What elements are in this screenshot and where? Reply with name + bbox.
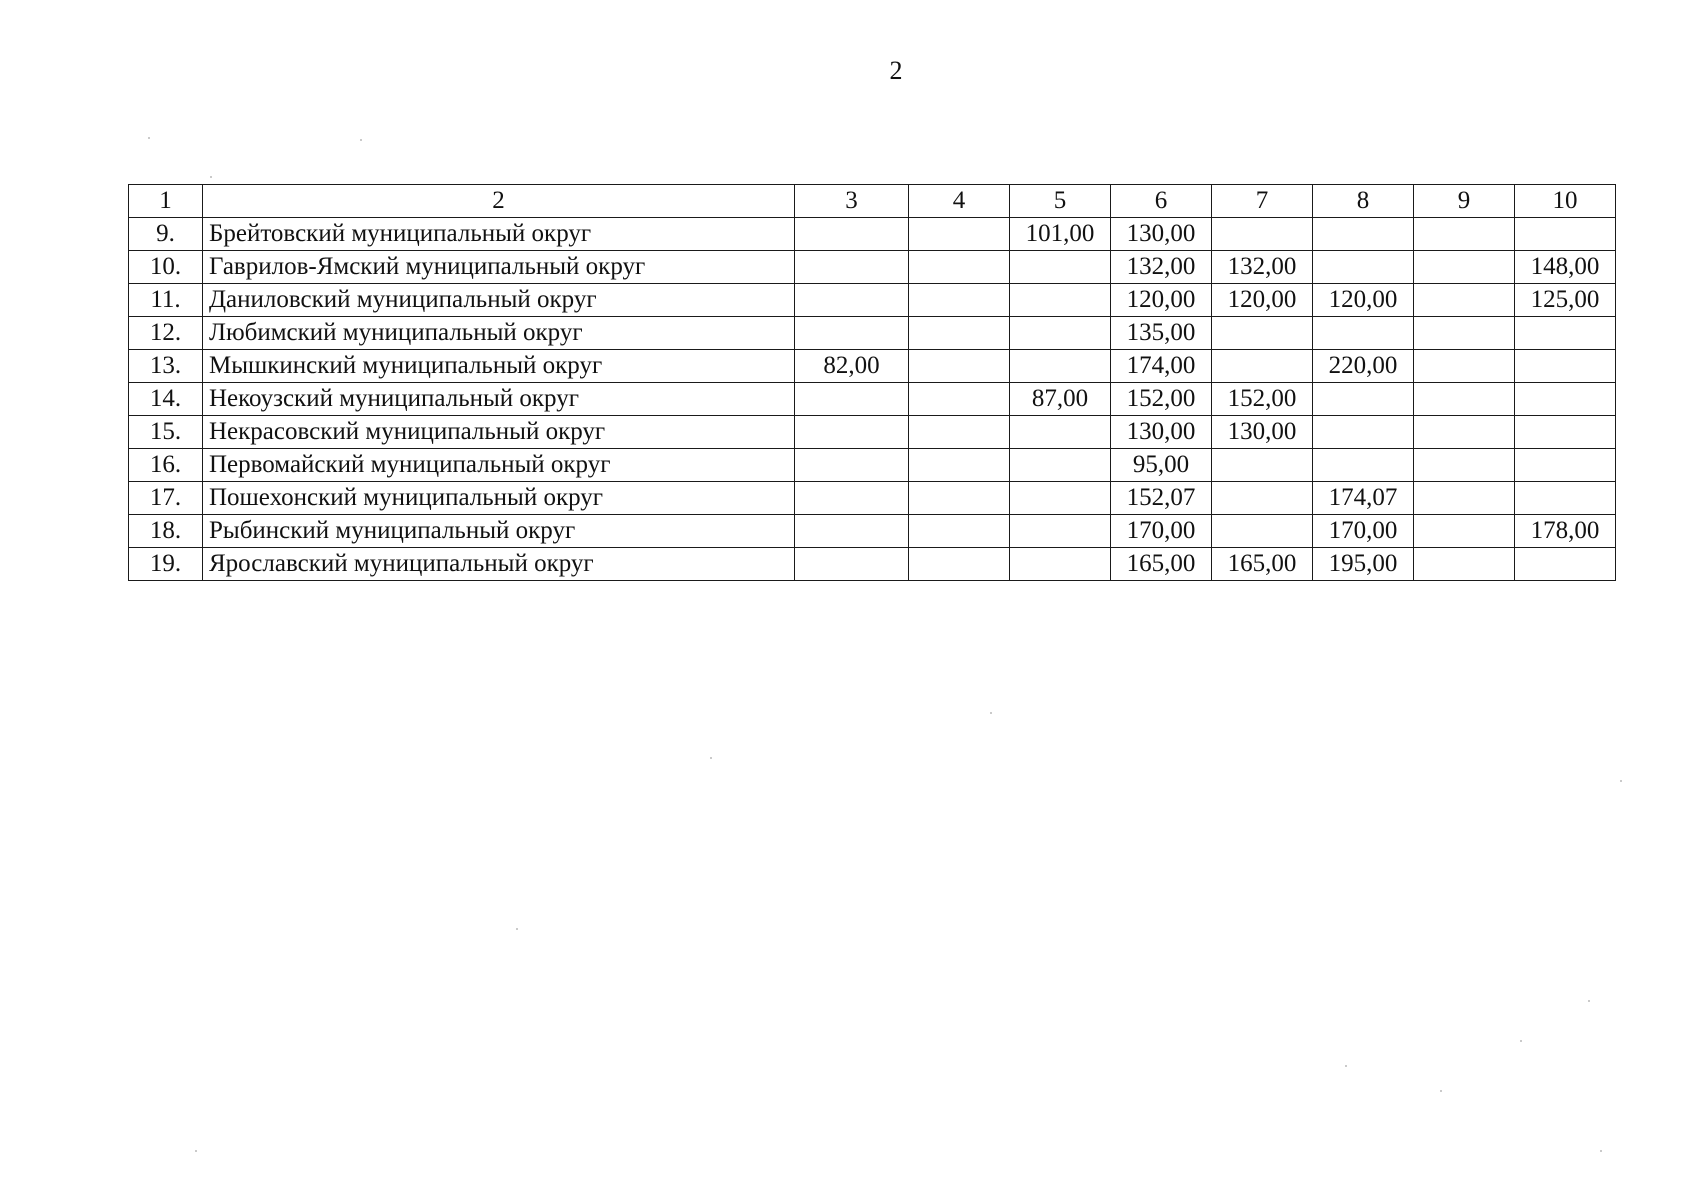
district-name-cell: Гаврилов-Ямский муниципальный округ bbox=[203, 251, 795, 284]
row-number-cell: 15. bbox=[129, 416, 203, 449]
value-cell-col-10: 178,00 bbox=[1515, 515, 1616, 548]
row-number-cell: 14. bbox=[129, 383, 203, 416]
value-cell-col-4 bbox=[909, 482, 1010, 515]
value-cell-col-8: 170,00 bbox=[1313, 515, 1414, 548]
table-row bbox=[129, 383, 1616, 416]
row-number-cell: 11. bbox=[129, 284, 203, 317]
scan-speck bbox=[990, 712, 992, 714]
scan-speck bbox=[516, 928, 518, 930]
value-cell-col-3: 82,00 bbox=[795, 350, 909, 383]
column-header-1: 1 bbox=[129, 185, 203, 218]
row-number-cell: 10. bbox=[129, 251, 203, 284]
scan-speck bbox=[360, 139, 362, 141]
value-cell-col-3 bbox=[795, 284, 909, 317]
scan-speck bbox=[1588, 1000, 1590, 1002]
table-row bbox=[129, 218, 1616, 251]
row-number-cell: 12. bbox=[129, 317, 203, 350]
value-cell-col-10 bbox=[1515, 548, 1616, 581]
value-cell-col-7: 120,00 bbox=[1212, 284, 1313, 317]
table-row bbox=[129, 251, 1616, 284]
value-cell-col-8: 174,07 bbox=[1313, 482, 1414, 515]
value-cell-col-8: 120,00 bbox=[1313, 284, 1414, 317]
scan-speck bbox=[148, 137, 150, 139]
page-number: 2 bbox=[889, 56, 903, 85]
value-cell-col-5 bbox=[1010, 284, 1111, 317]
value-cell-col-9 bbox=[1414, 515, 1515, 548]
value-cell-col-7 bbox=[1212, 218, 1313, 251]
value-cell-col-10: 125,00 bbox=[1515, 284, 1616, 317]
table-row bbox=[129, 350, 1616, 383]
value-cell-col-7: 165,00 bbox=[1212, 548, 1313, 581]
row-number-cell: 16. bbox=[129, 449, 203, 482]
value-cell-col-9 bbox=[1414, 548, 1515, 581]
value-cell-col-5 bbox=[1010, 482, 1111, 515]
column-header-9: 9 bbox=[1414, 185, 1515, 218]
value-cell-col-6: 165,00 bbox=[1111, 548, 1212, 581]
value-cell-col-4 bbox=[909, 416, 1010, 449]
value-cell-col-9 bbox=[1414, 218, 1515, 251]
value-cell-col-9 bbox=[1414, 482, 1515, 515]
value-cell-col-4 bbox=[909, 515, 1010, 548]
value-cell-col-4 bbox=[909, 383, 1010, 416]
scan-speck bbox=[1520, 1040, 1522, 1042]
value-cell-col-10 bbox=[1515, 218, 1616, 251]
value-cell-col-9 bbox=[1414, 317, 1515, 350]
column-header-3: 3 bbox=[795, 185, 909, 218]
value-cell-col-5 bbox=[1010, 449, 1111, 482]
value-cell-col-7 bbox=[1212, 449, 1313, 482]
district-name-cell: Некоузский муниципальный округ bbox=[203, 383, 795, 416]
scan-speck bbox=[210, 176, 212, 178]
value-cell-col-7: 152,00 bbox=[1212, 383, 1313, 416]
value-cell-col-8: 195,00 bbox=[1313, 548, 1414, 581]
scan-speck bbox=[1620, 780, 1622, 782]
value-cell-col-4 bbox=[909, 284, 1010, 317]
value-cell-col-8 bbox=[1313, 449, 1414, 482]
value-cell-col-9 bbox=[1414, 284, 1515, 317]
district-name-cell: Любимский муниципальный округ bbox=[203, 317, 795, 350]
value-cell-col-7 bbox=[1212, 317, 1313, 350]
value-cell-col-5 bbox=[1010, 416, 1111, 449]
value-cell-col-7: 130,00 bbox=[1212, 416, 1313, 449]
value-cell-col-5 bbox=[1010, 251, 1111, 284]
column-header-8: 8 bbox=[1313, 185, 1414, 218]
value-cell-col-9 bbox=[1414, 449, 1515, 482]
district-name-cell: Ярославский муниципальный округ bbox=[203, 548, 795, 581]
value-cell-col-10 bbox=[1515, 416, 1616, 449]
column-header-5: 5 bbox=[1010, 185, 1111, 218]
value-cell-col-8 bbox=[1313, 383, 1414, 416]
value-cell-col-3 bbox=[795, 449, 909, 482]
table-row bbox=[129, 449, 1616, 482]
district-name-cell: Мышкинский муниципальный округ bbox=[203, 350, 795, 383]
value-cell-col-9 bbox=[1414, 383, 1515, 416]
value-cell-col-6: 132,00 bbox=[1111, 251, 1212, 284]
data-table bbox=[128, 184, 1616, 581]
header-row bbox=[129, 185, 1616, 218]
value-cell-col-8 bbox=[1313, 251, 1414, 284]
value-cell-col-6: 130,00 bbox=[1111, 416, 1212, 449]
district-name-cell: Рыбинский муниципальный округ bbox=[203, 515, 795, 548]
value-cell-col-4 bbox=[909, 548, 1010, 581]
value-cell-col-8: 220,00 bbox=[1313, 350, 1414, 383]
value-cell-col-9 bbox=[1414, 416, 1515, 449]
value-cell-col-4 bbox=[909, 317, 1010, 350]
scan-speck bbox=[195, 1150, 197, 1152]
value-cell-col-10: 148,00 bbox=[1515, 251, 1616, 284]
value-cell-col-4 bbox=[909, 350, 1010, 383]
value-cell-col-3 bbox=[795, 482, 909, 515]
table-row bbox=[129, 317, 1616, 350]
value-cell-col-9 bbox=[1414, 251, 1515, 284]
value-cell-col-5 bbox=[1010, 548, 1111, 581]
value-cell-col-9 bbox=[1414, 350, 1515, 383]
value-cell-col-6: 152,00 bbox=[1111, 383, 1212, 416]
row-number-cell: 13. bbox=[129, 350, 203, 383]
value-cell-col-8 bbox=[1313, 416, 1414, 449]
value-cell-col-5 bbox=[1010, 515, 1111, 548]
value-cell-col-7: 132,00 bbox=[1212, 251, 1313, 284]
value-cell-col-6: 135,00 bbox=[1111, 317, 1212, 350]
value-cell-col-10 bbox=[1515, 350, 1616, 383]
value-cell-col-6: 130,00 bbox=[1111, 218, 1212, 251]
table-body bbox=[129, 218, 1616, 581]
value-cell-col-6: 152,07 bbox=[1111, 482, 1212, 515]
column-header-10: 10 bbox=[1515, 185, 1616, 218]
value-cell-col-10 bbox=[1515, 383, 1616, 416]
value-cell-col-10 bbox=[1515, 482, 1616, 515]
table-row bbox=[129, 482, 1616, 515]
table-row bbox=[129, 515, 1616, 548]
table-row bbox=[129, 284, 1616, 317]
value-cell-col-4 bbox=[909, 251, 1010, 284]
value-cell-col-6: 174,00 bbox=[1111, 350, 1212, 383]
row-number-cell: 17. bbox=[129, 482, 203, 515]
value-cell-col-3 bbox=[795, 218, 909, 251]
table-row bbox=[129, 416, 1616, 449]
value-cell-col-5: 101,00 bbox=[1010, 218, 1111, 251]
column-header-6: 6 bbox=[1111, 185, 1212, 218]
value-cell-col-6: 170,00 bbox=[1111, 515, 1212, 548]
column-header-2: 2 bbox=[203, 185, 795, 218]
value-cell-col-5 bbox=[1010, 317, 1111, 350]
value-cell-col-3 bbox=[795, 548, 909, 581]
value-cell-col-4 bbox=[909, 218, 1010, 251]
district-name-cell: Брейтовский муниципальный округ bbox=[203, 218, 795, 251]
scan-speck bbox=[710, 757, 712, 759]
table-row bbox=[129, 548, 1616, 581]
column-header-7: 7 bbox=[1212, 185, 1313, 218]
value-cell-col-6: 95,00 bbox=[1111, 449, 1212, 482]
value-cell-col-6: 120,00 bbox=[1111, 284, 1212, 317]
row-number-cell: 19. bbox=[129, 548, 203, 581]
value-cell-col-3 bbox=[795, 317, 909, 350]
value-cell-col-7 bbox=[1212, 350, 1313, 383]
district-name-cell: Некрасовский муниципальный округ bbox=[203, 416, 795, 449]
value-cell-col-3 bbox=[795, 515, 909, 548]
district-name-cell: Первомайский муниципальный округ bbox=[203, 449, 795, 482]
row-number-cell: 9. bbox=[129, 218, 203, 251]
scan-speck bbox=[1600, 1150, 1602, 1152]
value-cell-col-7 bbox=[1212, 515, 1313, 548]
row-number-cell: 18. bbox=[129, 515, 203, 548]
value-cell-col-10 bbox=[1515, 317, 1616, 350]
value-cell-col-3 bbox=[795, 416, 909, 449]
value-cell-col-5: 87,00 bbox=[1010, 383, 1111, 416]
district-name-cell: Пошехонский муниципальный округ bbox=[203, 482, 795, 515]
value-cell-col-10 bbox=[1515, 449, 1616, 482]
value-cell-col-3 bbox=[795, 383, 909, 416]
value-cell-col-4 bbox=[909, 449, 1010, 482]
value-cell-col-8 bbox=[1313, 218, 1414, 251]
district-name-cell: Даниловский муниципальный округ bbox=[203, 284, 795, 317]
value-cell-col-3 bbox=[795, 251, 909, 284]
value-cell-col-7 bbox=[1212, 482, 1313, 515]
value-cell-col-8 bbox=[1313, 317, 1414, 350]
scan-speck bbox=[1345, 1065, 1347, 1067]
scan-speck bbox=[1440, 1090, 1442, 1092]
column-header-4: 4 bbox=[909, 185, 1010, 218]
value-cell-col-5 bbox=[1010, 350, 1111, 383]
